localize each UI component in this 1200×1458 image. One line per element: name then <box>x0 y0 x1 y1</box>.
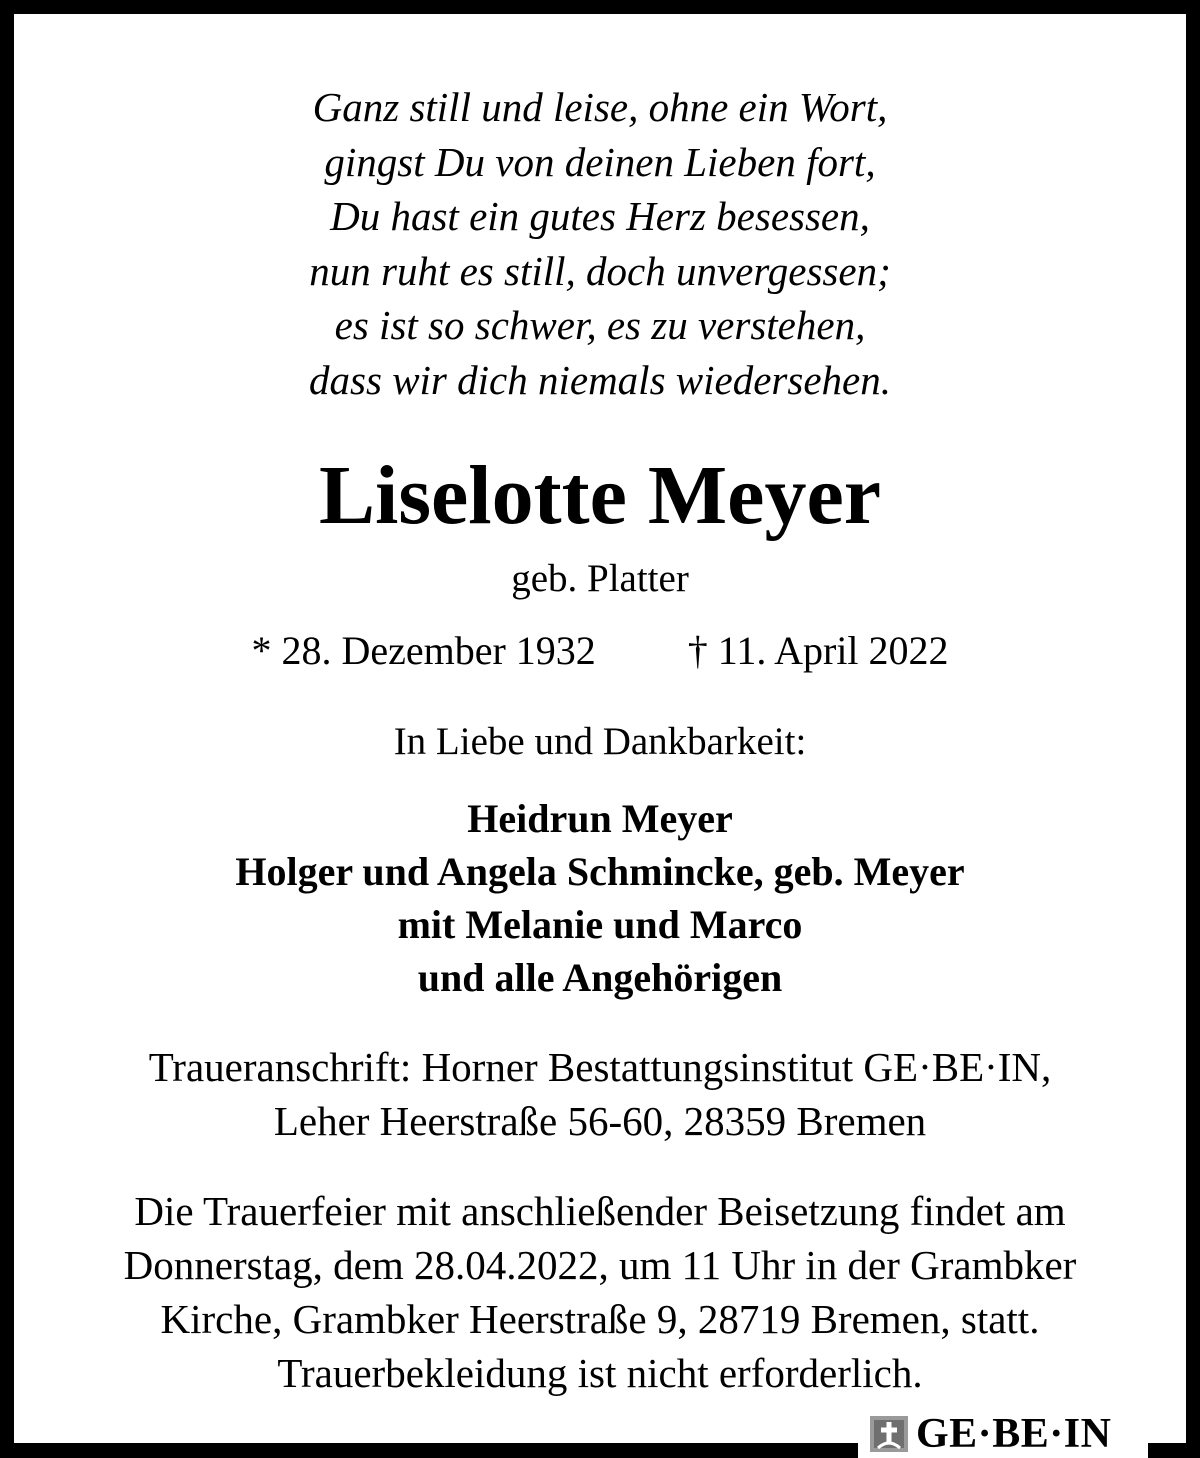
bottom-border-right <box>1148 1443 1200 1458</box>
gebein-logo-icon <box>868 1414 910 1454</box>
deceased-name: Liselotte Meyer <box>318 449 882 542</box>
mourners-list <box>14 792 1186 1004</box>
mourner-line: und alle Angehörigen <box>417 955 783 1000</box>
bottom-border-left <box>0 1443 858 1458</box>
dedication-line: In Liebe und Dankbarkeit: <box>393 720 807 763</box>
life-dates <box>14 627 1186 675</box>
death-date: † 11. April 2022 <box>687 628 949 673</box>
logo-wordmark: GE·BE·IN <box>916 1411 1112 1457</box>
poem-line: es ist so schwer, es zu verstehen, <box>334 302 866 348</box>
mourning-address <box>14 1040 1186 1148</box>
mourner-line: mit Melanie und Marco <box>397 902 803 947</box>
funeral-home-logo <box>864 1410 1115 1458</box>
address-line: Traueranschrift: Horner Bestattungsinstitut GE·BE·IN, <box>148 1044 1052 1090</box>
ceremony-line: Donnerstag, dem 28.04.2022, um 11 Uhr in der Grambker <box>123 1242 1077 1288</box>
poem-line: nun ruht es still, doch unvergessen; <box>309 247 891 294</box>
mourner-line: Heidrun Meyer <box>467 796 733 841</box>
maiden-name: geb. Platter <box>511 557 689 600</box>
poem-line: dass wir dich niemals wiedersehen. <box>309 356 891 403</box>
memorial-poem <box>14 80 1186 407</box>
ceremony-line: Die Trauerfeier mit anschließender Beisetzung findet am <box>134 1188 1066 1234</box>
ceremony-line: Trauerbekleidung ist nicht erforderlich. <box>277 1350 923 1396</box>
poem-line: Du hast ein gutes Herz besessen, <box>330 193 870 239</box>
ceremony-line: Kirche, Grambker Heerstraße 9, 28719 Bremen, statt. <box>160 1296 1040 1342</box>
poem-line: gingst Du von deinen Lieben fort, <box>324 138 876 185</box>
mourner-line: Holger und Angela Schmincke, geb. Meyer <box>235 849 965 894</box>
poem-line: Ganz still und leise, ohne ein Wort, <box>312 84 888 130</box>
funeral-notice <box>14 1184 1186 1400</box>
birth-date: * 28. Dezember 1932 <box>251 628 596 673</box>
address-line: Leher Heerstraße 56-60, 28359 Bremen <box>273 1098 927 1144</box>
